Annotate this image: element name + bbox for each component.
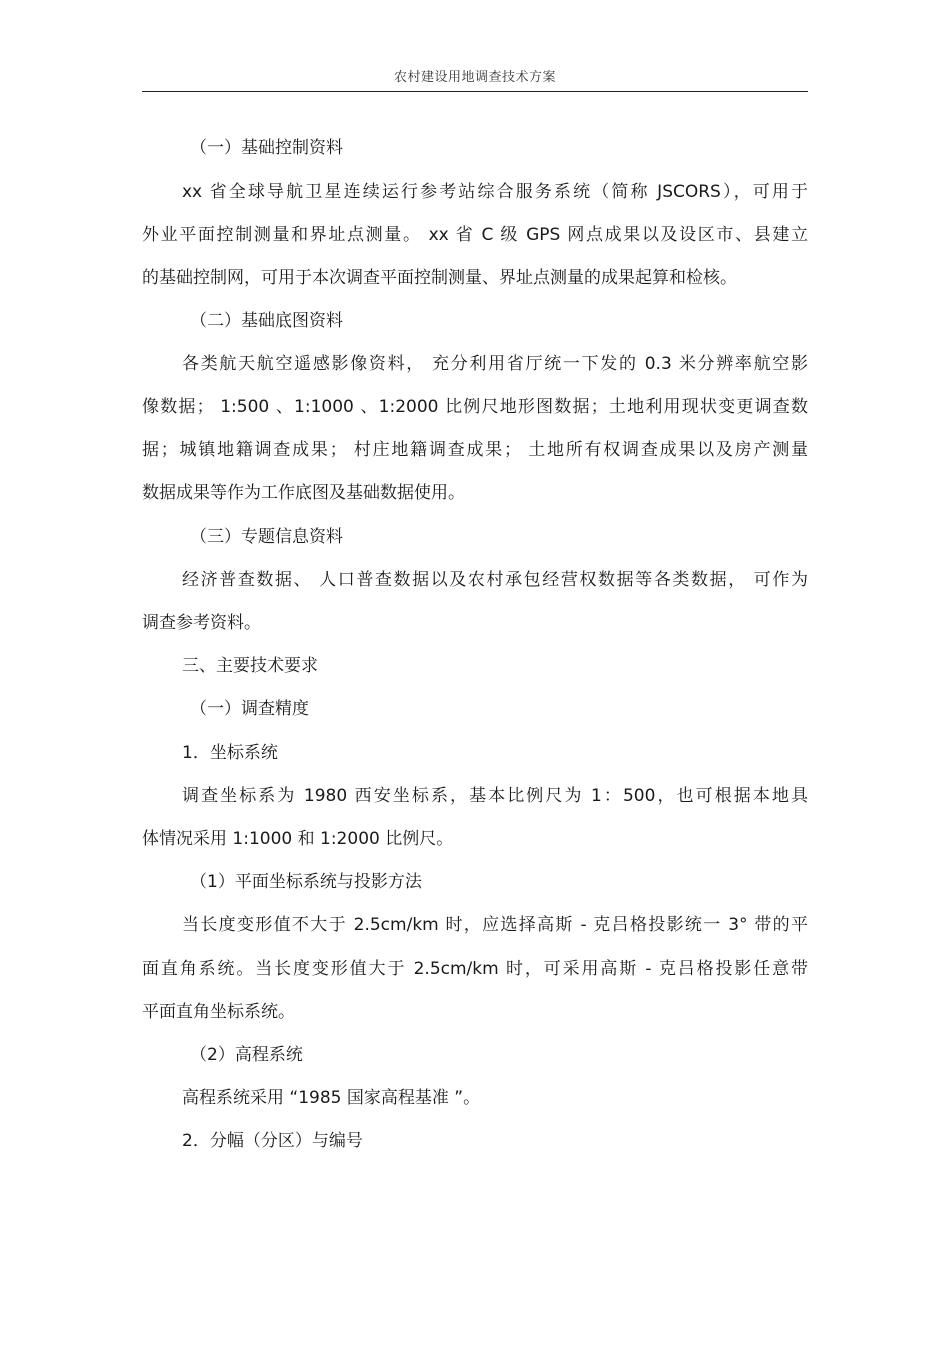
subsection-heading: （2）高程系统 xyxy=(190,1045,303,1065)
paragraph-line: 调查坐标系为 1980 西安坐标系，基本比例尺为 1：500，也可根据本地具 xyxy=(182,786,808,806)
page-header-title: 农村建设用地调查技术方案 xyxy=(393,70,556,85)
paragraph-line: 各类航天航空遥感影像资料， 充分利用省厅统一下发的 0.3 米分辨率航空影 xyxy=(182,354,808,374)
chapter-heading: 三、主要技术要求 xyxy=(182,656,318,676)
header-divider xyxy=(142,91,808,92)
paragraph-line: 像数据； 1:500 、1:1000 、1:2000 比例尺地形图数据；土地利用现状变更调查数 xyxy=(142,397,808,417)
paragraph-line: 经济普查数据、 人口普查数据以及农村承包经营权数据等各类数据， 可作为 xyxy=(182,570,808,590)
section-heading: （二）基础底图资料 xyxy=(190,311,343,331)
paragraph-line: 平面直角坐标系统。 xyxy=(142,1002,295,1022)
paragraph-line: 外业平面控制测量和界址点测量。 xx 省 C 级 GPS 网点成果以及设区市、县建立 xyxy=(142,225,808,245)
paragraph-line: 据；城镇地籍调查成果； 村庄地籍调查成果； 土地所有权调查成果以及房产测量 xyxy=(142,440,808,460)
subsection-heading: 2．分幅（分区）与编号 xyxy=(182,1131,363,1151)
subsection-heading: （1）平面坐标系统与投影方法 xyxy=(190,872,422,892)
section-heading: （一）调查精度 xyxy=(190,699,309,719)
section-heading: （三）专题信息资料 xyxy=(190,527,343,547)
paragraph-line: 高程系统采用 “1985 国家高程基准 ”。 xyxy=(182,1088,481,1108)
paragraph-line: xx 省全球导航卫星连续运行参考站综合服务系统（简称 JSCORS），可用于 xyxy=(182,182,808,202)
paragraph-line: 调查参考资料。 xyxy=(142,613,261,633)
paragraph-line: 面直角系统。当长度变形值大于 2.5cm/km 时，可采用高斯 - 克吕格投影任意带 xyxy=(142,959,808,979)
paragraph-line: 体情况采用 1:1000 和 1:2000 比例尺。 xyxy=(142,829,454,849)
paragraph-line: 的基础控制网，可用于本次调查平面控制测量、界址点测量的成果起算和检核。 xyxy=(142,268,737,288)
paragraph-line: 当长度变形值不大于 2.5cm/km 时，应选择高斯 - 克吕格投影统一 3° 带的平 xyxy=(182,915,808,935)
paragraph-line: 数据成果等作为工作底图及基础数据使用。 xyxy=(142,483,465,503)
section-heading: （一）基础控制资料 xyxy=(190,138,343,158)
subsection-heading: 1．坐标系统 xyxy=(182,743,278,763)
